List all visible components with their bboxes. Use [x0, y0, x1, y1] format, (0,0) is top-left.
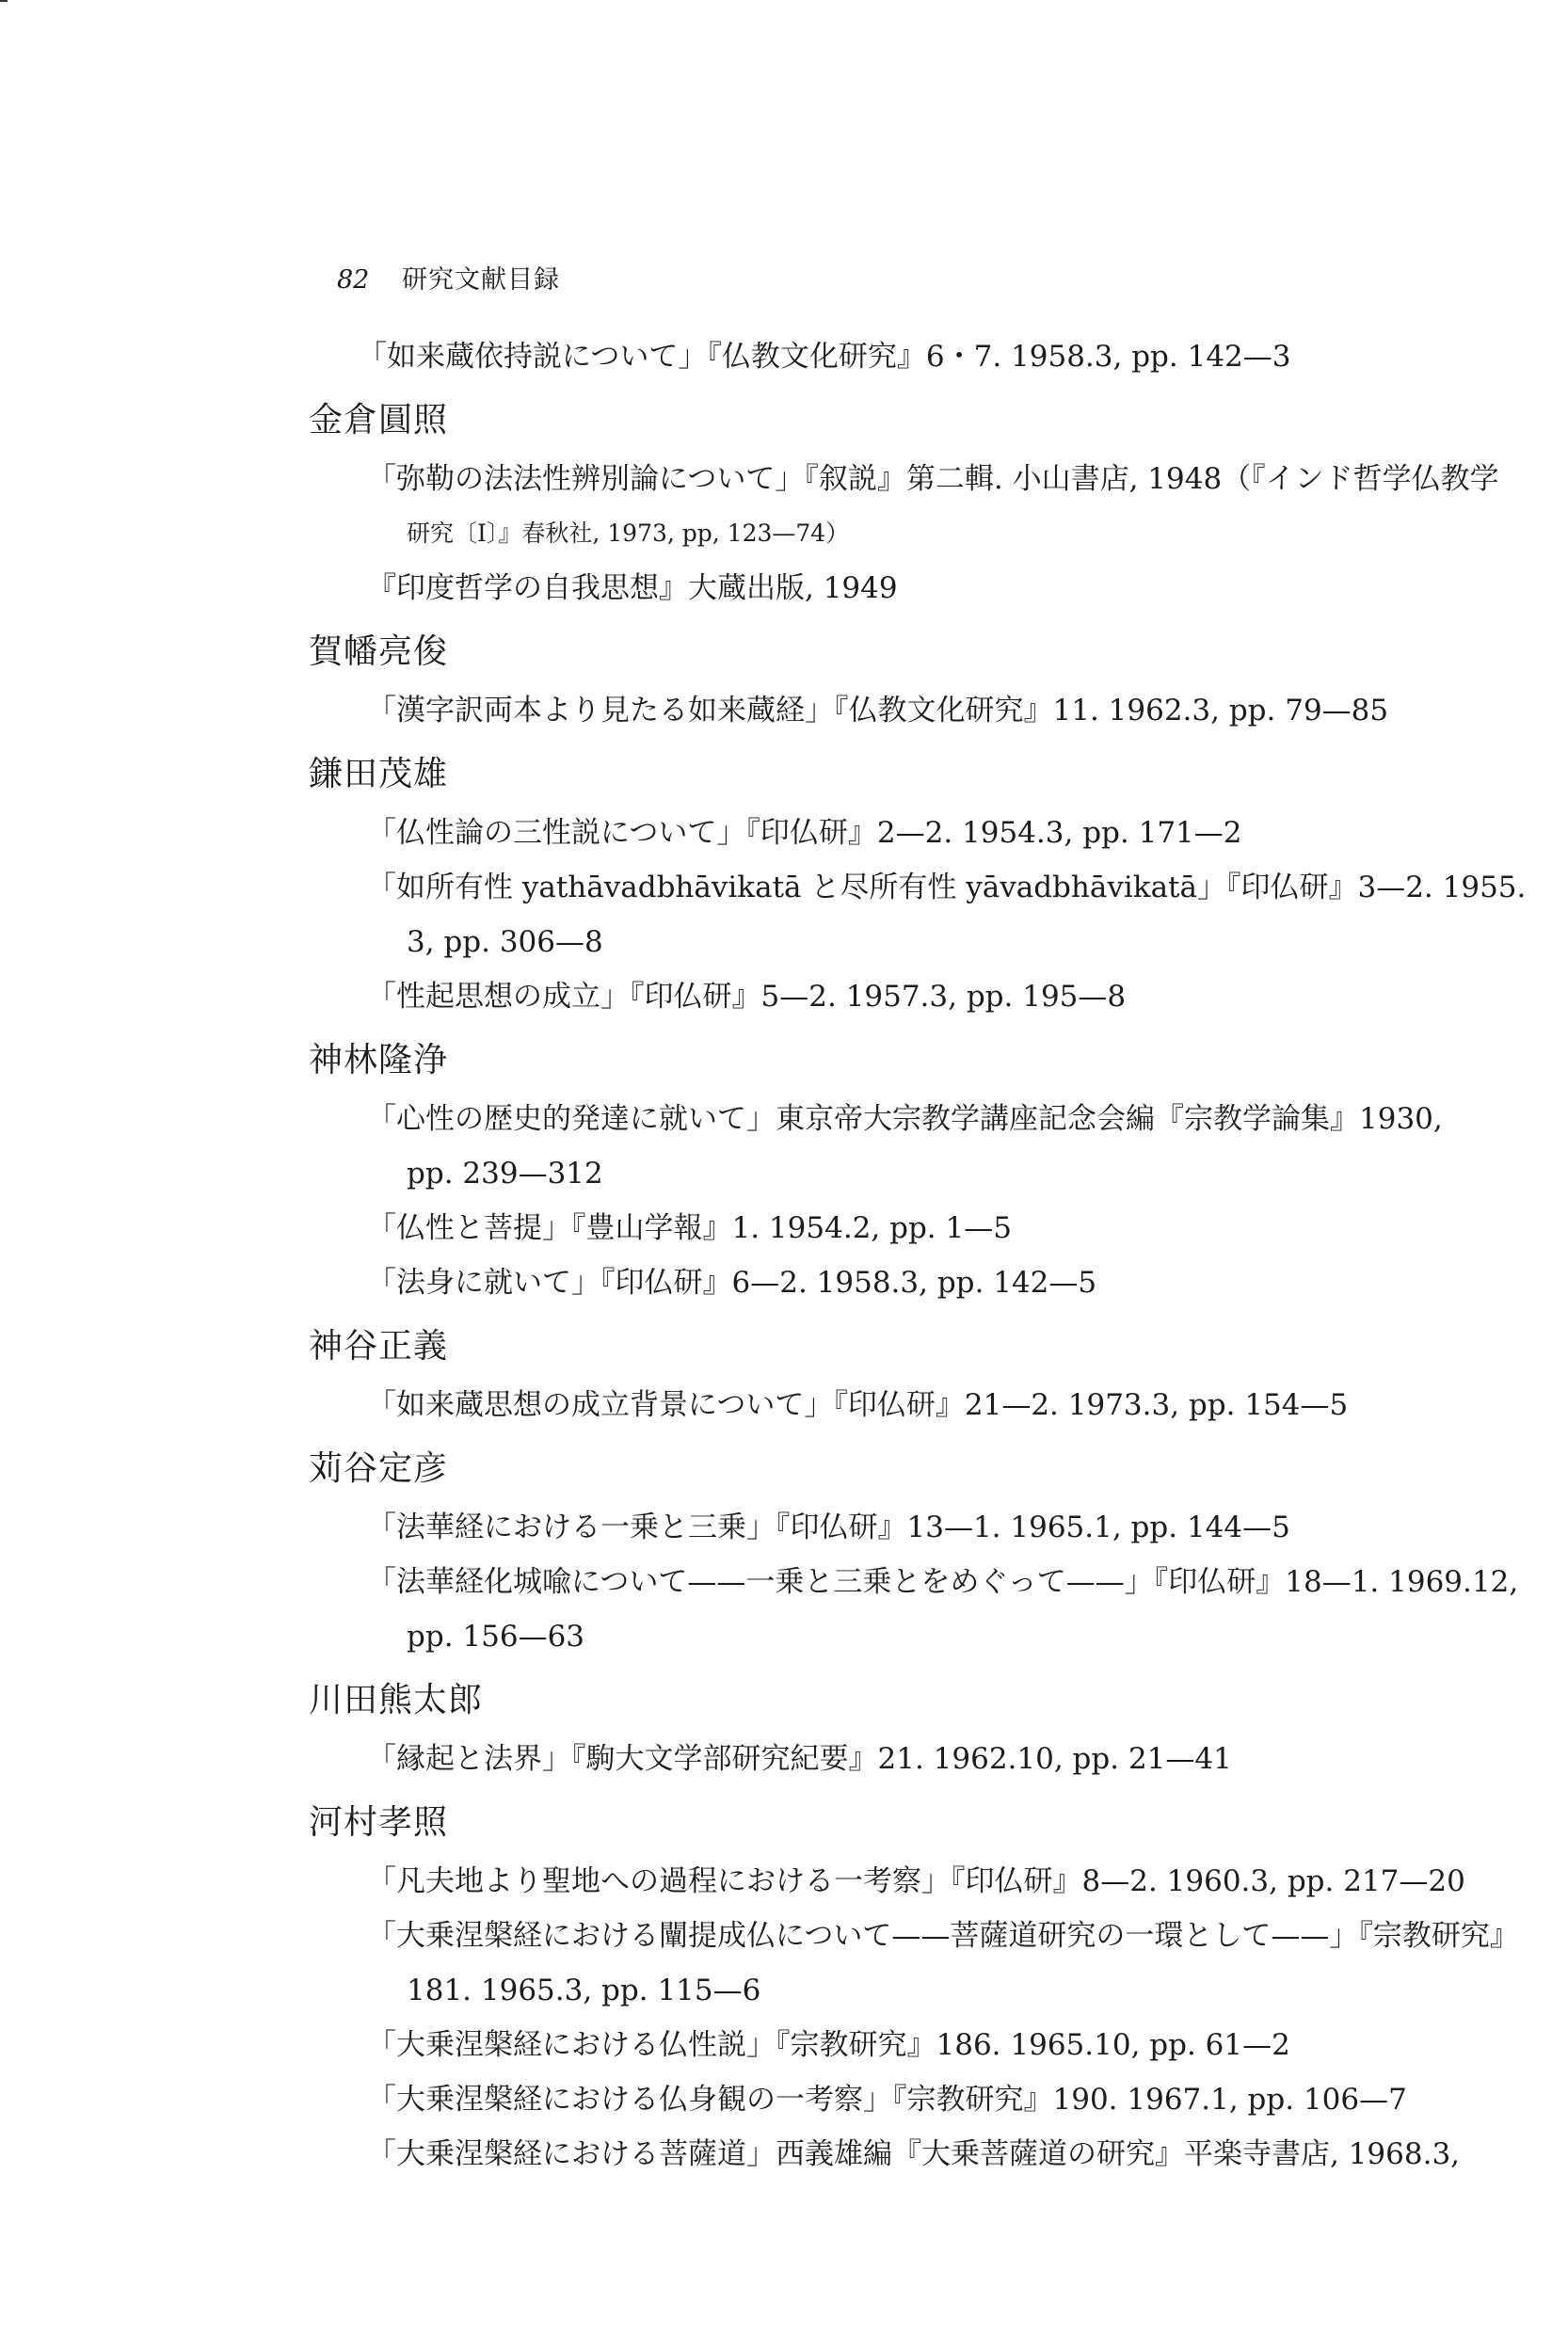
- author-name: 川田熊太郎: [309, 1681, 484, 1719]
- bibliography-list: [0, 329, 1568, 2182]
- reference-continuation: 研究〔Ⅰ〕』春秋社, 1973, pp, 123—74）: [407, 520, 850, 547]
- scan-edge-mark: [0, 0, 8, 2]
- reference-entry: 「仏性と菩提」『豊山学報』1. 1954.2, pp. 1—5: [367, 1211, 1012, 1245]
- author-name: 神林隆浄: [309, 1041, 449, 1079]
- reference-continuation: 181. 1965.3, pp. 115—6: [407, 1974, 761, 2007]
- reference-entry: 「大乗涅槃経における菩薩道」西義雄編『大乗菩薩道の研究』平楽寺書店, 1968.3,: [367, 2137, 1461, 2171]
- reference-entry: 「大乗涅槃経における闡提成仏について——菩薩道研究の一環として——」『宗教研究』: [367, 1919, 1519, 1953]
- reference-entry: 「仏性論の三性説について」『印仏研』2—2. 1954.3, pp. 171—2: [367, 816, 1242, 850]
- reference-entry: 『印度哲学の自我思想』大蔵出版, 1949: [367, 571, 898, 605]
- reference-entry: 「法華経における一乗と三乗」『印仏研』13—1. 1965.1, pp. 144—5: [367, 1511, 1290, 1544]
- reference-entry: 「如来蔵思想の成立背景について」『印仏研』21—2. 1973.3, pp. 154—5: [367, 1388, 1349, 1422]
- reference-entry: 「性起思想の成立」『印仏研』5—2. 1957.3, pp. 195—8: [367, 980, 1127, 1014]
- author-name: 神谷正義: [309, 1327, 449, 1366]
- reference-entry: 「弥勒の法法性辨別論について」『叙説』第二輯. 小山書店, 1948（『インド哲学仏教学: [367, 462, 1499, 496]
- reference-entry: 「縁起と法界」『駒大文学部研究紀要』21. 1962.10, pp. 21—41: [367, 1742, 1232, 1776]
- reference-entry: 「凡夫地より聖地への過程における一考察」『印仏研』8—2. 1960.3, pp. 217—20: [367, 1864, 1465, 1898]
- reference-continuation: pp. 156—63: [407, 1620, 585, 1654]
- reference-entry: 「如所有性 yathāvadbhāvikatā と尽所有性 yāvadbhāvikatā」『印仏研』3—2. 1955.: [367, 871, 1527, 904]
- author-name: 苅谷定彦: [309, 1449, 449, 1488]
- author-name: 金倉圓照: [309, 401, 449, 440]
- section-title: 研究文献目録: [401, 265, 560, 295]
- author-name: 賀幡亮俊: [309, 632, 449, 671]
- reference-entry: 「漢字訳両本より見たる如来蔵経」『仏教文化研究』11. 1962.3, pp. 79—85: [367, 694, 1389, 727]
- reference-entry: 「心性の歴史的発達に就いて」東京帝大宗教学講座記念会編『宗教学論集』1930,: [367, 1102, 1443, 1136]
- reference-entry: 「大乗涅槃経における仏性説」『宗教研究』186. 1965.10, pp. 61—2: [367, 2028, 1290, 2062]
- reference-entry: 「法身に就いて」『印仏研』6—2. 1958.3, pp. 142—5: [367, 1266, 1097, 1300]
- reference-entry: 「大乗涅槃経における仏身観の一考察」『宗教研究』190. 1967.1, pp. 106—7: [367, 2083, 1407, 2117]
- reference-entry: 「如来蔵依持説について」『仏教文化研究』6・7. 1958.3, pp. 142—3: [358, 340, 1291, 374]
- author-name: 鎌田茂雄: [309, 755, 449, 793]
- page-number: 82: [337, 265, 370, 295]
- author-name: 河村孝照: [309, 1803, 449, 1842]
- reference-entry: 「法華経化城喩について——一乗と三乗とをめぐって——」『印仏研』18—1. 1969.12,: [367, 1565, 1519, 1599]
- reference-continuation: 3, pp. 306—8: [407, 925, 603, 959]
- page-header: [337, 264, 560, 297]
- reference-continuation: pp. 239—312: [407, 1157, 603, 1191]
